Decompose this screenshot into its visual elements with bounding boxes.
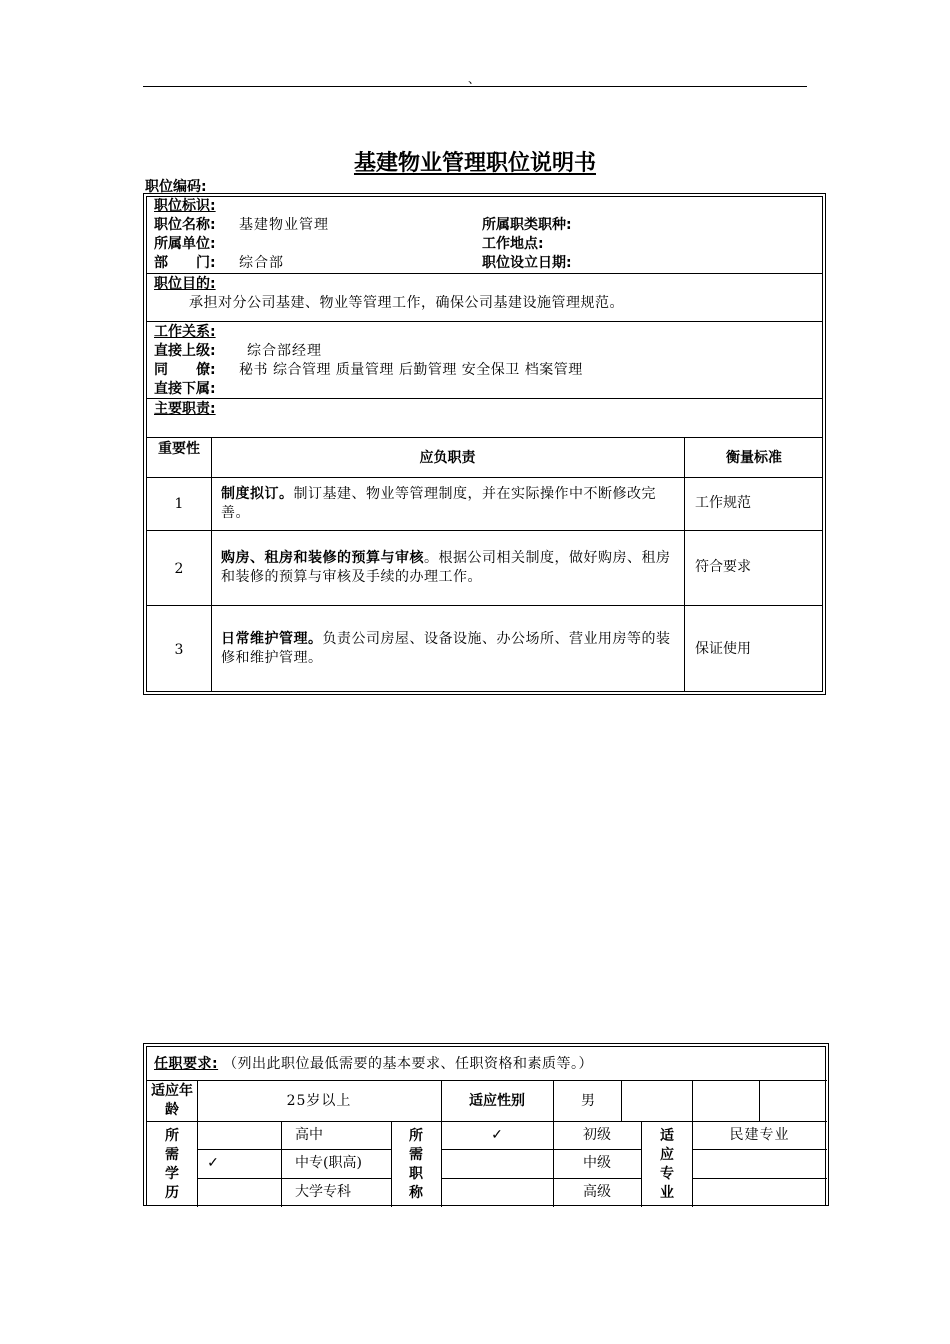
column-divider	[684, 437, 685, 692]
duty-row-1-num: 1	[174, 496, 184, 512]
divider	[692, 1178, 827, 1179]
header-importance: 重要性	[158, 441, 200, 457]
page-title: 基建物业管理职位说明书	[353, 151, 596, 176]
divider	[147, 530, 822, 531]
relations-label: 工作关系:	[154, 324, 216, 340]
requirements-header	[154, 1055, 593, 1074]
edu-option-1: 高中	[295, 1127, 323, 1143]
column-divider	[391, 1121, 392, 1207]
divider	[692, 1149, 827, 1150]
category-label: 所属职类职种:	[482, 217, 572, 233]
gender-label: 适应性别	[469, 1093, 525, 1109]
column-divider	[211, 437, 212, 692]
header-mark: 、	[468, 72, 481, 86]
divider	[147, 437, 822, 438]
column-divider	[553, 1080, 554, 1121]
gender-value: 男	[581, 1093, 595, 1109]
purpose-text: 承担对分公司基建、物业等管理工作，确保公司基建设施管理规范。	[189, 295, 624, 311]
edu-option-3: 大学专科	[295, 1184, 351, 1200]
header-standard: 衡量标准	[726, 450, 782, 466]
position-name-value: 基建物业管理	[239, 217, 329, 233]
identity-section-label: 职位标识:	[154, 198, 216, 214]
divider	[441, 1178, 641, 1179]
age-label: 适应年龄	[151, 1083, 193, 1118]
duty-row-2-num: 2	[174, 561, 184, 577]
divider	[147, 1080, 827, 1081]
education-label: 所需学历	[165, 1128, 179, 1201]
age-value: 25岁以上	[286, 1093, 352, 1109]
edu-option-2: 中专(职高)	[295, 1155, 362, 1171]
location-label: 工作地点:	[482, 236, 544, 252]
duty-row-3-standard: 保证使用	[695, 641, 751, 657]
column-divider	[553, 1121, 554, 1207]
duty-row-1-content	[221, 485, 677, 523]
superior-value: 综合部经理	[247, 343, 322, 359]
divider	[147, 1121, 827, 1122]
duty-row-3-title: 日常维护管理。	[221, 631, 323, 647]
divider	[147, 477, 822, 478]
divider	[197, 1149, 391, 1150]
requirements-table	[146, 1046, 826, 1206]
subordinate-label: 直接下属:	[154, 381, 216, 397]
setup-date-label: 职位设立日期:	[482, 255, 572, 271]
divider	[147, 321, 822, 322]
column-divider	[621, 1080, 622, 1121]
peers-label: 同 僚:	[154, 362, 216, 378]
divider	[147, 605, 822, 606]
column-divider	[281, 1121, 282, 1207]
duty-row-3-num: 3	[174, 642, 184, 658]
duty-row-3-text: 负责公司房屋、设备设施、办公场所、营业用房等的装修和维护管理。	[221, 631, 671, 666]
duty-row-1-text: 制订基建、物业等管理制度，并在实际操作中不断修改完善。	[221, 486, 656, 521]
column-divider	[759, 1080, 760, 1121]
duty-row-1-title: 制度拟订。	[221, 486, 294, 502]
title-option-2: 中级	[583, 1155, 611, 1171]
dept-label: 部 门:	[154, 255, 216, 271]
title-label: 所需职称	[409, 1128, 423, 1201]
divider	[147, 273, 822, 274]
dept-value: 综合部	[239, 255, 284, 271]
column-divider	[692, 1080, 693, 1121]
duty-row-3-content	[221, 630, 677, 668]
unit-label: 所属单位:	[154, 236, 216, 252]
divider	[147, 398, 822, 399]
superior-label: 直接上级:	[154, 343, 216, 359]
duty-row-2-text: 。根据公司相关制度，做好购房、租房和装修的预算与审核及手续的办理工作。	[221, 550, 671, 585]
position-code-label: 职位编码:	[145, 179, 207, 195]
title-option-1: 初级	[583, 1127, 611, 1143]
divider	[441, 1149, 641, 1150]
title-option-3: 高级	[583, 1184, 611, 1200]
requirements-note: （列出此职位最低需要的基本要求、任职资格和素质等。）	[223, 1056, 594, 1072]
requirements-label: 任职要求:	[154, 1056, 219, 1072]
description-box	[146, 196, 823, 692]
peers-value: 秘书 综合管理 质量管理 后勤管理 安全保卫 档案管理	[239, 362, 583, 378]
divider	[197, 1178, 391, 1179]
title-check-1[interactable]: ✓	[491, 1127, 503, 1143]
duty-row-2-standard: 符合要求	[695, 559, 751, 575]
duty-row-1-standard: 工作规范	[695, 495, 751, 511]
header-duty: 应负职责	[419, 450, 476, 466]
duties-label: 主要职责:	[154, 401, 216, 417]
edu-check-2[interactable]: ✓	[207, 1155, 219, 1171]
position-name-label: 职位名称:	[154, 217, 216, 233]
purpose-label: 职位目的:	[154, 276, 216, 292]
major-label: 适应专业	[660, 1128, 674, 1201]
major-value-1: 民建专业	[729, 1127, 790, 1143]
duty-row-2-title: 购房、租房和装修的预算与审核	[221, 550, 424, 566]
header-rule	[143, 86, 807, 87]
duty-row-2-content	[221, 549, 677, 587]
column-divider	[641, 1121, 642, 1207]
